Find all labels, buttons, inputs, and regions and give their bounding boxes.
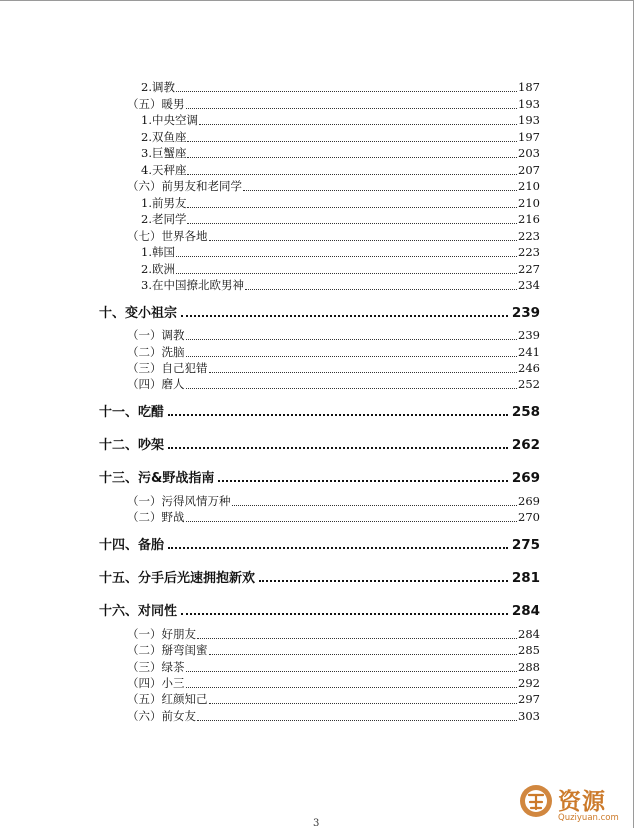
toc-leader-dots [168, 414, 508, 416]
toc-entry[interactable] [127, 96, 540, 112]
toc-leader-dots [176, 91, 517, 92]
toc-entry-label: 2.调教 [141, 80, 175, 94]
toc-entry[interactable] [141, 79, 540, 95]
toc-leader-dots [181, 613, 508, 615]
toc-leader-dots [186, 356, 518, 357]
toc-entry-page: 252 [518, 377, 540, 391]
toc-entry[interactable] [141, 211, 540, 227]
toc-chapter-label: 十三、污&野战指南 [99, 471, 215, 486]
toc-entry-label: 2.双鱼座 [141, 130, 187, 144]
toc-entry[interactable] [127, 691, 540, 707]
toc-entry-label: （一）调教 [127, 328, 185, 342]
toc-entry-label: （四）小三 [127, 676, 185, 690]
toc-entry-page: 288 [518, 660, 540, 674]
toc-chapter-page: 258 [511, 404, 540, 420]
toc-entry-label: 2.欧洲 [141, 262, 175, 276]
toc-entry-page: 197 [518, 130, 540, 144]
toc-entry-page: 203 [518, 146, 540, 160]
toc-entry[interactable] [127, 659, 540, 675]
toc-leader-dots [187, 157, 517, 158]
toc-entry-label: （四）磨人 [127, 377, 185, 391]
toc-entry-page: 227 [518, 262, 540, 276]
toc-entry-page: 193 [518, 97, 540, 111]
toc-chapter-label: 十六、对同性 [99, 604, 178, 619]
watermark-subtitle: Quziyuan.com [558, 813, 619, 823]
toc-leader-dots [187, 207, 517, 208]
toc-entry[interactable] [127, 376, 540, 392]
toc-leader-dots [181, 315, 508, 317]
toc-entry-label: （六）前女友 [127, 709, 196, 723]
toc-entry-label: （三）绿茶 [127, 660, 185, 674]
toc-leader-dots [168, 447, 508, 449]
toc-entry-label: 2.老同学 [141, 212, 187, 226]
toc-entry-page: 223 [518, 245, 540, 259]
toc-leader-dots [186, 388, 518, 389]
toc-leader-dots [218, 480, 507, 482]
toc-entry-page: 269 [518, 494, 540, 508]
toc-entry-label: 3.巨蟹座 [141, 146, 187, 160]
toc-entry-page: 285 [518, 643, 540, 657]
toc-leader-dots [176, 273, 517, 274]
toc-leader-dots [186, 671, 518, 672]
toc-leader-dots [187, 223, 517, 224]
toc-entry-page: 292 [518, 676, 540, 690]
toc-leader-dots [186, 339, 518, 340]
toc-chapter-label: 十五、分手后光速拥抱新欢 [99, 571, 256, 586]
toc-entry-page: 216 [518, 212, 540, 226]
toc-leader-dots [245, 289, 517, 290]
toc-entry-page: 187 [518, 80, 540, 94]
toc-leader-dots [243, 190, 517, 191]
toc-entry[interactable] [127, 626, 540, 642]
toc-chapter[interactable] [99, 567, 540, 586]
watermark-title: 资源 [558, 789, 606, 815]
toc-entry-label: （一）好朋友 [127, 627, 196, 641]
toc-entry-label: （二）洗脑 [127, 345, 185, 359]
toc-entry-page: 239 [518, 328, 540, 342]
toc-entry[interactable] [141, 277, 540, 293]
toc-entry[interactable] [127, 178, 540, 194]
toc-chapter[interactable] [99, 302, 540, 321]
toc-leader-dots [197, 638, 517, 639]
toc-entry-page: 234 [518, 278, 540, 292]
toc-chapter[interactable] [99, 401, 540, 420]
site-watermark [518, 783, 634, 827]
toc-entry-label: （一）污得风情万种 [127, 494, 231, 508]
toc-leader-dots [209, 703, 518, 704]
toc-entry-page: 193 [518, 113, 540, 127]
toc-entry[interactable] [127, 675, 540, 691]
toc-entry[interactable] [141, 129, 540, 145]
toc-entry-label: （六）前男友和老同学 [127, 179, 242, 193]
toc-entry[interactable] [127, 327, 540, 343]
toc-entry[interactable] [127, 642, 540, 658]
toc-entry-label: 1.韩国 [141, 245, 175, 259]
toc-leader-dots [186, 521, 518, 522]
toc-chapter[interactable] [99, 534, 540, 553]
toc-entry[interactable] [127, 493, 540, 509]
toc-chapter-label: 十二、吵架 [99, 438, 165, 453]
toc-entry-label: 4.天秤座 [141, 163, 187, 177]
toc-leader-dots [187, 141, 517, 142]
toc-entry-label: （二）野战 [127, 510, 185, 524]
toc-chapter-label: 十四、备胎 [99, 538, 165, 553]
toc-chapter-label: 十一、吃醋 [99, 405, 165, 420]
toc-entry-page: 270 [518, 510, 540, 524]
toc-entry[interactable] [127, 360, 540, 376]
toc-leader-dots [168, 547, 508, 549]
toc-entry-label: 1.前男友 [141, 196, 187, 210]
toc-entry[interactable] [127, 708, 540, 724]
toc-leader-dots [209, 654, 518, 655]
toc-entry-page: 297 [518, 692, 540, 706]
toc-entry[interactable] [141, 112, 540, 128]
toc-leader-dots [197, 720, 517, 721]
toc-chapter-label: 十、变小祖宗 [99, 306, 178, 321]
interest-logo-icon [518, 783, 554, 819]
toc-chapter-page: 239 [511, 305, 540, 321]
toc-entry-page: 210 [518, 196, 540, 210]
toc-entry-page: 223 [518, 229, 540, 243]
toc-entry-label: （二）掰弯闺蜜 [127, 643, 208, 657]
toc-chapter-page: 262 [511, 437, 540, 453]
toc-chapter[interactable] [99, 467, 540, 486]
toc-entry[interactable] [141, 162, 540, 178]
toc-chapter-page: 284 [511, 603, 540, 619]
toc-entry[interactable] [141, 244, 540, 260]
toc-entry-label: 1.中央空调 [141, 113, 198, 127]
toc-leader-dots [209, 240, 518, 241]
toc-leader-dots [186, 108, 518, 109]
toc-entry-label: （五）暖男 [127, 97, 185, 111]
toc-chapter-page: 281 [511, 570, 540, 586]
toc-entry-page: 284 [518, 627, 540, 641]
toc-entry-page: 241 [518, 345, 540, 359]
toc-chapter[interactable] [99, 434, 540, 453]
toc-leader-dots [209, 372, 518, 373]
toc-entry-label: （三）自己犯错 [127, 361, 208, 375]
page-number: 3 [313, 818, 320, 829]
toc-entry-page: 303 [518, 709, 540, 723]
toc-chapter-page: 275 [511, 537, 540, 553]
toc-entry-page: 246 [518, 361, 540, 375]
toc-leader-dots [186, 687, 518, 688]
toc-chapter[interactable] [99, 600, 540, 619]
toc-entry-label: （五）红颜知己 [127, 692, 208, 706]
toc-entry-label: 3.在中国撩北欧男神 [141, 278, 244, 292]
toc-entry-page: 207 [518, 163, 540, 177]
toc-entry-page: 210 [518, 179, 540, 193]
toc-entry[interactable] [127, 344, 540, 360]
toc-leader-dots [187, 174, 517, 175]
toc-entry[interactable] [141, 145, 540, 161]
toc-leader-dots [199, 124, 517, 125]
toc-entry[interactable] [127, 509, 540, 525]
toc-entry-label: （七）世界各地 [127, 229, 208, 243]
toc-leader-dots [232, 505, 518, 506]
toc-leader-dots [259, 580, 508, 582]
toc-entry[interactable] [141, 261, 540, 277]
toc-chapter-page: 269 [511, 470, 540, 486]
toc-leader-dots [176, 256, 517, 257]
toc-entry[interactable] [127, 228, 540, 244]
toc-entry[interactable] [141, 195, 540, 211]
